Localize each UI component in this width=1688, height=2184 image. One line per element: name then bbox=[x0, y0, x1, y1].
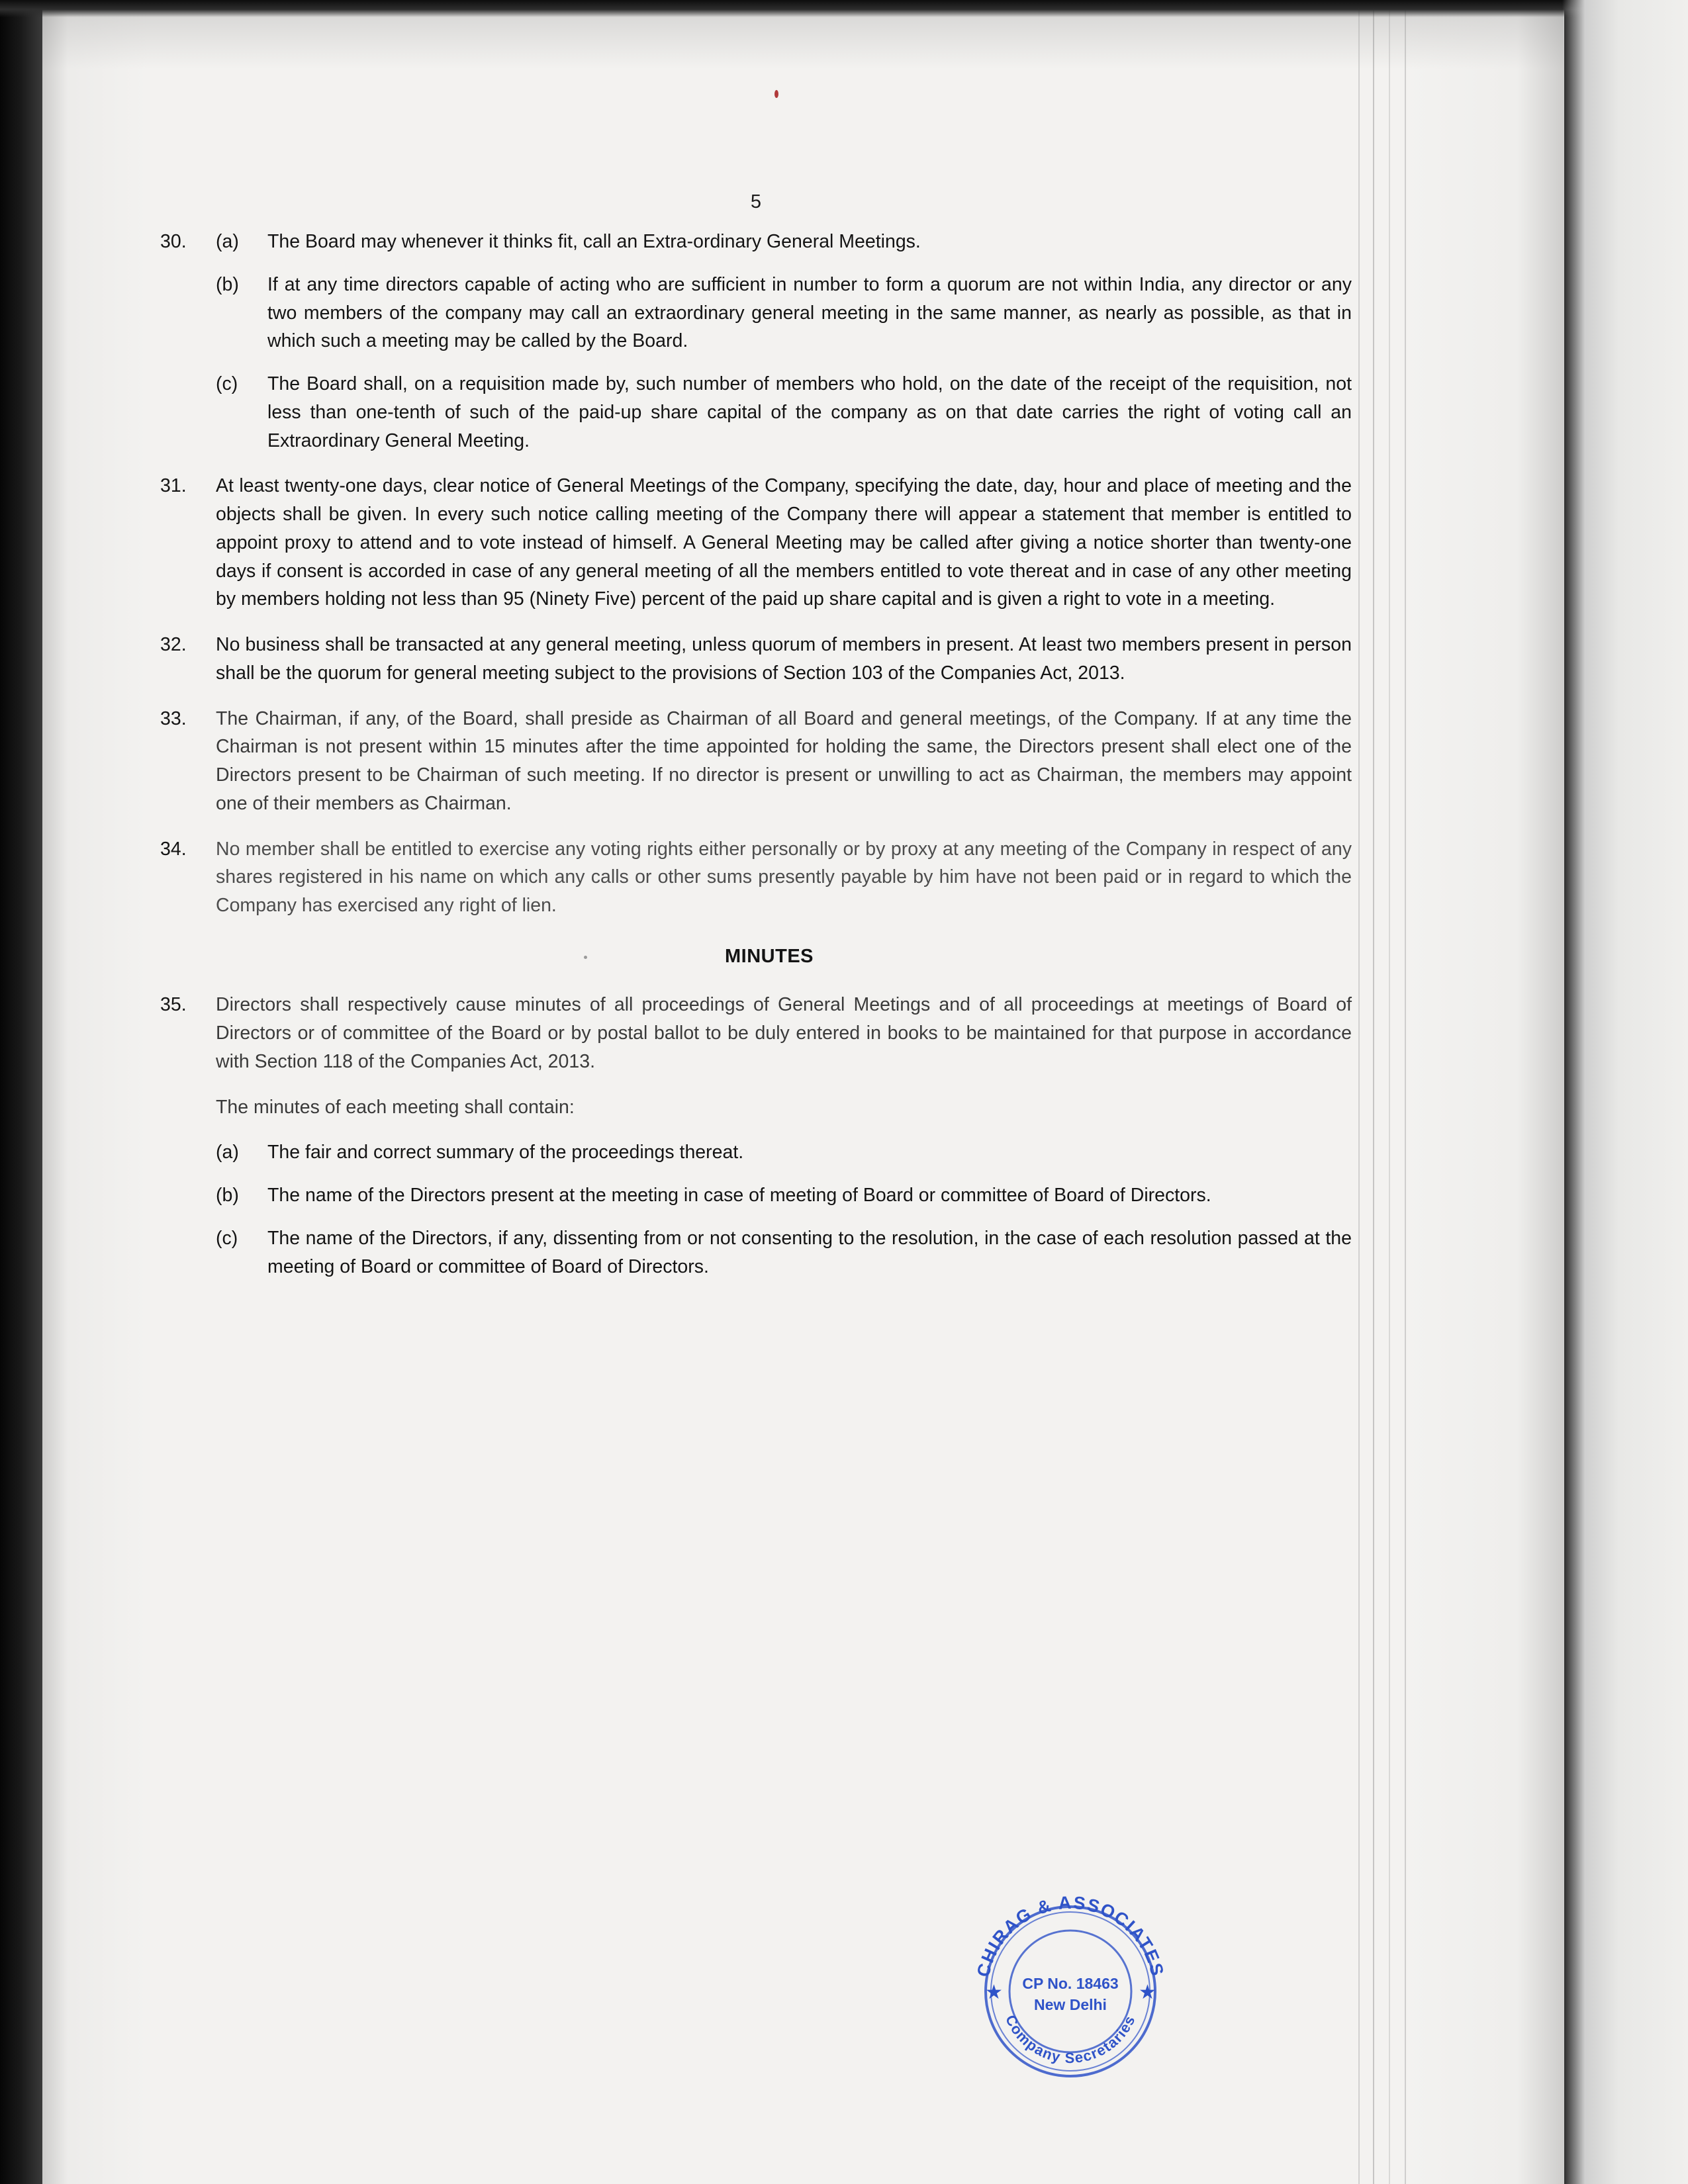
page-curl-line-2 bbox=[1373, 9, 1374, 2184]
clause-31 bbox=[160, 472, 1352, 614]
company-secretary-stamp bbox=[961, 1882, 1180, 2101]
stamp-city: New Delhi bbox=[1034, 1996, 1107, 2013]
subitem-text: If at any time directors capable of acting who are sufficient in number to form a quorum are not within India, any director or any two members of the company may call an extraordinary general meeting in the same manner, as nearly as possible, as that in which such a meeting may be called by the Board. bbox=[267, 273, 1352, 352]
clause-34 bbox=[160, 835, 1352, 920]
scan-top-edge bbox=[0, 0, 1688, 17]
clause-30-subitem-a bbox=[216, 228, 1352, 256]
document-body bbox=[160, 191, 1352, 1281]
svg-text:★: ★ bbox=[985, 1981, 1003, 2003]
subitem-marker: (a) bbox=[216, 231, 239, 252]
scan-right-edge bbox=[1562, 0, 1688, 2184]
page-curl-line-1 bbox=[1358, 9, 1360, 2184]
subitem-marker: (a) bbox=[216, 1142, 239, 1163]
clause-number: 34. bbox=[160, 838, 187, 860]
subitem-text: The fair and correct summary of the proceedings thereat. bbox=[267, 1142, 744, 1163]
subitem-text: The name of the Directors, if any, dissenting from or not consenting to the resolution, in the case of each resolution passed at the meeting of Board or committee of Board of Directors. bbox=[267, 1227, 1352, 1277]
clause-number: 32. bbox=[160, 634, 187, 655]
clause-35-subitem-a bbox=[216, 1138, 1352, 1167]
svg-text:CHIRAG & ASSOCIATES: CHIRAG & ASSOCIATES bbox=[972, 1892, 1168, 1979]
clause-text: At least twenty-one days, clear notice of General Meetings of the Company, specifying the date, day, hour and place of meeting and the objects shall be given. In every such notice calling meeting of the Company there will appear a statement that member is entitled to appoint proxy to attend and to vote instead of himself. A General Meeting may be called after giving a notice shorter than twenty-one days if consent is accorded in case of any general meeting of all the members entitled to vote thereat and in case of any other meeting by members holding not less than 95 (Ninety Five) percent of the paid up share capital and is given a right to vote in a meeting. bbox=[216, 475, 1352, 610]
clause-number: 31. bbox=[160, 475, 187, 497]
document-page bbox=[41, 9, 1564, 2184]
clause-text: Directors shall respectively cause minutes of all proceedings of General Meetings and of all proceedings at meetings of Board of Directors or of committee of the Board or by postal ballot to be duly entered in books to be maintained for that purpose in accordance with Section 118 of the Companies Act, 2013. bbox=[216, 994, 1352, 1072]
clause-30-subitem-b bbox=[216, 271, 1352, 355]
subitem-marker: (c) bbox=[216, 1227, 238, 1249]
scan-left-edge bbox=[0, 0, 42, 2184]
clause-35-subitem-b bbox=[216, 1181, 1352, 1210]
stamp-center-text bbox=[961, 1882, 1180, 2101]
clause-number: 35. bbox=[160, 994, 187, 1016]
clause-35 bbox=[160, 991, 1352, 1075]
ink-speck bbox=[774, 90, 778, 98]
minutes-subitems bbox=[216, 1138, 1352, 1281]
clause-number: 30. bbox=[160, 231, 187, 252]
subitem-marker: (b) bbox=[216, 273, 239, 295]
svg-text:Company Secretaries: Company Secretaries bbox=[1002, 2012, 1139, 2067]
stamp-cp-number: CP No. 18463 bbox=[1022, 1975, 1119, 1992]
page-curl-line-3 bbox=[1389, 9, 1390, 2184]
svg-text:★: ★ bbox=[1139, 1981, 1156, 2003]
page-curl-line-4 bbox=[1405, 9, 1406, 2184]
subitem-marker: (b) bbox=[216, 1185, 239, 1206]
clause-text: No member shall be entitled to exercise any voting rights either personally or by proxy at any meeting of the Company in respect of any shares registered in his name on which any calls or other sums presently payable by him have not been paid or in regard to which the Company has exercised any right of lien. bbox=[216, 838, 1352, 916]
subitem-marker: (c) bbox=[216, 373, 238, 394]
subitem-text: The Board may whenever it thinks fit, call an Extra-ordinary General Meetings. bbox=[267, 231, 921, 252]
clause-text: The Chairman, if any, of the Board, shall preside as Chairman of all Board and general meetings, of the Company. If at any time the Chairman is not present within 15 minutes after the time appointed for holding the same, the Directors present shall elect one of the Directors present to be Chairman of such meeting. If no director is present or unwilling to act as Chairman, the members may appoint one of their members as Chairman. bbox=[216, 707, 1352, 814]
clause-number: 33. bbox=[160, 707, 187, 729]
page-number: 5 bbox=[750, 191, 762, 212]
subitem-text: The Board shall, on a requisition made by, such number of members who hold, on the date of the receipt of the requisition, not less than one-tenth of such of the paid-up share capital of the company as on that date carries the right of voting call an Extraordinary General Meeting. bbox=[267, 373, 1352, 451]
section-heading: MINUTES bbox=[725, 945, 814, 967]
clause-30 bbox=[160, 228, 1352, 455]
clause-32 bbox=[160, 631, 1352, 688]
clause-text: No business shall be transacted at any general meeting, unless quorum of members in present. At least two members present in person shall be the quorum for general meeting subject to the provisions of Section 103 of the Companies Act, 2013. bbox=[216, 634, 1352, 684]
clause-30-subitem-c bbox=[216, 370, 1352, 455]
subitem-text: The name of the Directors present at the meeting in case of meeting of Board or committee of Board of Directors. bbox=[267, 1185, 1211, 1206]
minutes-note: The minutes of each meeting shall contain: bbox=[216, 1096, 575, 1118]
clause-33 bbox=[160, 705, 1352, 818]
clause-35-subitem-c bbox=[216, 1224, 1352, 1281]
